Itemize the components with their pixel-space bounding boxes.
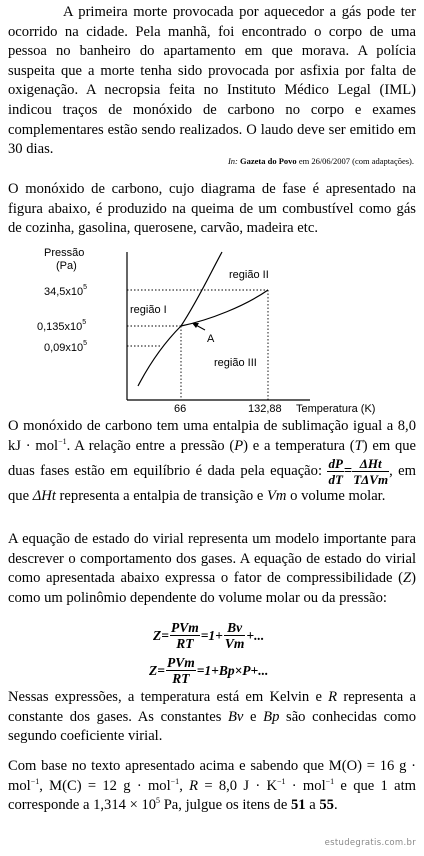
virial-equation-volume: Z= $\frac{\text{PVm}}{RT}$ =1+ $\frac{Bv}{Vm}$ +... [153,620,265,651]
point-a-arrowhead [192,323,199,328]
citation-source: Gazeta do Povo [240,156,297,166]
melting-curve [181,252,222,326]
question-paragraph: Com base no texto apresentado acima e sabendo que M(O) = 16 g · mol$^{-1}$, M(C) = 12 g · mol$^{-1}$, R = 8,0 $J \cdot K^{-1} \cdot mol^{-1}$ e que 1 atm corresponde a $1,314 \times 10^5$ Pa, julgue os itens de 51 a 55. [8,758,417,814]
citation-rest: em 26/06/2007 (com adaptações). [296,156,414,166]
phase-diagram [0,238,424,418]
virial-equation-pressure: Z= $\frac{\text{PVm}}{RT}$ =1+Bp×P+... [149,655,269,686]
news-paragraph: A primeira morte provocada por aquecedor a gás pode ter ocorrido na cidade. Pela manhã, foi encontrado o corpo de uma pessoa no banheiro do apartamento em que morava. A polícia suspeita que a morte tenha sido provocada por asfixia por falta de oxigenação. A necropsia feita no Instituto Médico Legal (IML) indicou traços de monóxido de carbono no corpo e exames complementares estão sendo realizados. O laudo deve ser emitido em 30 dias. [8,4,416,158]
x-tick-label: 132,88 [248,403,282,415]
vaporization-curve [181,290,268,326]
enthalpy-paragraph: O monóxido de carbono tem uma entalpia de sublimação igual a 8,0 kJ · mol$^{-1}$. A relação entre a pressão (P) e a temperatura (T) em que duas fases estão em equilíbrio é dada pela equação: $\frac{dP}{dT}$ = $\frac{\text{ΔHt}}{\text{TΔVm}}$ , em que ΔHt representa a entalpia de transição e Vm o volume molar. [8,418,417,505]
virial-paragraph: A equação de estado do virial representa um modelo importante para descrever o comportamento dos gases. A equação de estado do virial como apresentada abaixo expressa o fator de compressibilidade (Z) como um polinômio dependente do volume molar ou da pressão: [8,531,416,606]
y-axis-unit: (Pa) [56,260,77,272]
x-axis-label: Temperatura (K) [296,403,376,415]
point-a-label: A [207,333,215,345]
y-tick-label: $0,135x10^5$ [37,319,87,333]
x-tick-label: 66 [174,403,187,415]
y-axis-label: Pressão [44,247,85,259]
dp-dt-fraction: $\frac{dP}{dT}$ [328,456,343,488]
region-label: região I [130,304,167,316]
citation [228,155,414,167]
site-watermark: estudegratis.com.br [324,838,416,848]
citation-in: In: [227,156,238,166]
enthalpy-volume-fraction: $\frac{\text{ΔHt}}{\text{TΔVm}}$ [353,456,389,488]
region-label: região III [214,357,257,369]
constants-paragraph: Nessas expressões, a temperatura está em Kelvin e R representa a constante dos gases. As constantes Bv e Bp são conhecidas como segundo coeficiente virial. [8,689,417,745]
region-label: região II [229,269,269,281]
intro-paragraph: O monóxido de carbono, cujo diagrama de fase é apresentado na figura abaixo, é produzido na queima de um combustível como gás de cozinha, gasolina, querosene, carvão, madeira etc. [8,181,416,237]
y-tick-label: $34,5x10^5$ [44,284,88,298]
y-tick-label: $0,09x10^5$ [44,340,88,354]
sublimation-curve [138,326,181,386]
